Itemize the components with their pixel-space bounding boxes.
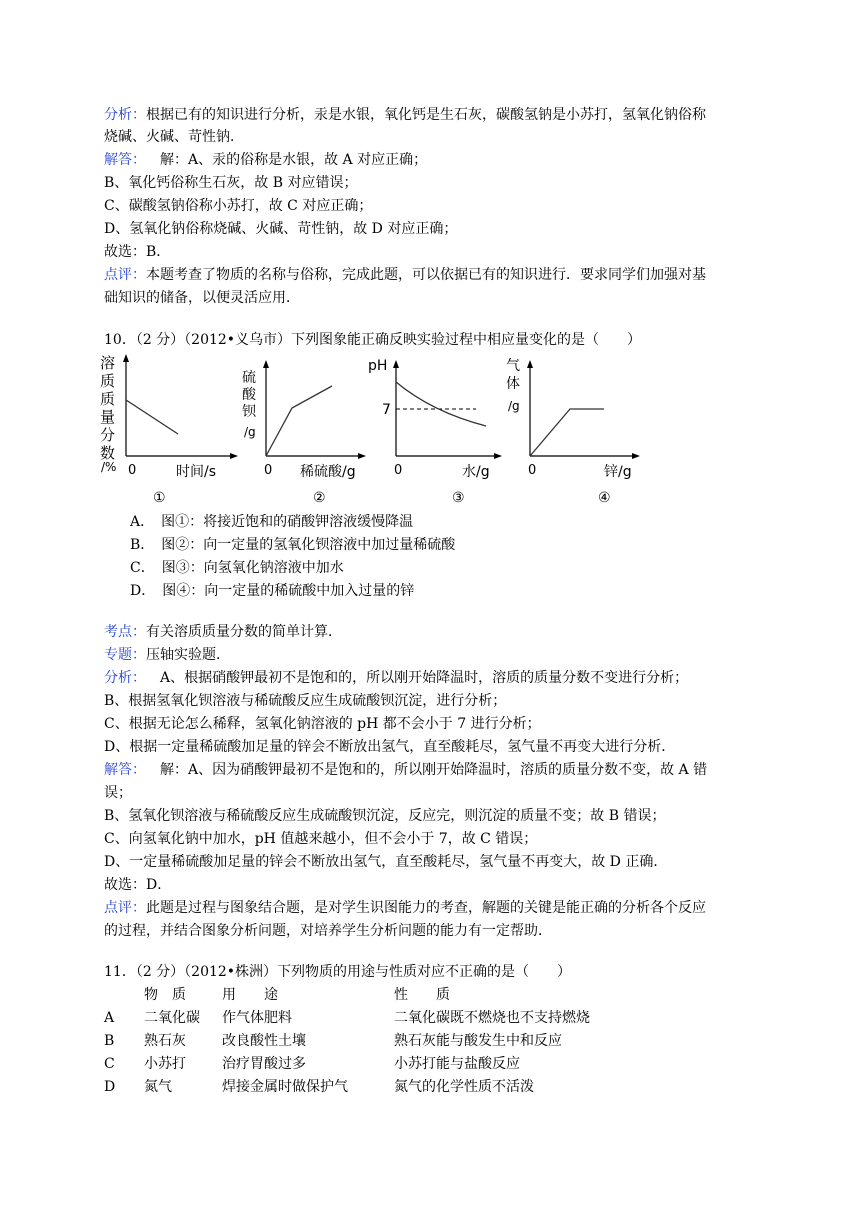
- q11-stem: 11．（2 分）（2012•株洲）下列物质的用途与性质对应不正确的是（ ）: [104, 964, 572, 980]
- q10-answer-line-2: 误；: [104, 785, 132, 801]
- q11-header-substance: 物 质: [144, 987, 186, 1003]
- zhuanti-label: 专题：: [104, 647, 146, 663]
- q10-answer-line-1: 解答： 解：A、因为硝酸钾最初不是饱和的，所以刚开始降温时，溶质的质量分数不变，故 A 错: [104, 762, 708, 778]
- q10-analysis-line-2: B、根据氢氧化钡溶液与稀硫酸反应生成硫酸钡沉淀，进行分析；: [104, 693, 507, 709]
- q11-row-b-use: 改良酸性土壤: [222, 1033, 306, 1049]
- q11-header-property: 性 质: [394, 987, 450, 1003]
- chart-1-ylabel-char-5: 分: [100, 426, 116, 444]
- q11-row-d-letter: D: [104, 1079, 116, 1095]
- q10-answer-line-3: B、氢氧化钡溶液与稀硫酸反应生成硫酸钡沉淀，反应完，则沉淀的质量不变；故 B 错误；: [104, 808, 666, 824]
- q10-comment-line-1: 点评：此题是过程与图象结合题，是对学生识图能力的考查，解题的关键是能正确的分析各个反应: [104, 900, 706, 916]
- q11-row-a-property: 二氧化碳既不燃烧也不支持燃烧: [394, 1010, 590, 1026]
- chart-1-ylabel-char-4: 量: [100, 408, 116, 426]
- q10-option-b: B． 图②：向一定量的氢氧化钡溶液中加过量稀硫酸: [130, 537, 456, 553]
- q11-row-c-property: 小苏打能与盐酸反应: [394, 1056, 520, 1072]
- chart-1-curve: [126, 400, 178, 434]
- chart-1-number: ①: [153, 490, 166, 506]
- chart-1: [100, 352, 240, 491]
- q9-answer-line-4: D、氢氧化钠俗称烧碱、火碱、苛性钠，故 D 对应正确；: [104, 221, 458, 237]
- chart-3-xlabel: 水/g: [462, 464, 490, 480]
- chart-4-x-arrow: [632, 453, 640, 459]
- q11-row-c-substance: 小苏打: [144, 1056, 186, 1072]
- chart-2-curve: [266, 386, 332, 456]
- q10-answer-line-4: C、向氢氧化钠中加水，pH 值越来越小，但不会小于 7，故 C 错误；: [104, 831, 538, 847]
- q11-row-a-substance: 二氧化碳: [144, 1010, 200, 1026]
- chart-1-origin: 0: [128, 463, 137, 478]
- q11-row-b-property: 熟石灰能与酸发生中和反应: [394, 1033, 562, 1049]
- chart-4-ylabel-char-2: 体: [506, 376, 520, 392]
- q11-row-a-letter: A: [104, 1010, 115, 1026]
- comment-label: 点评：: [104, 900, 146, 916]
- q10-zhuanti: 专题：压轴实验题．: [104, 647, 230, 663]
- q9-comment-line-2: 础知识的储备，以便灵活应用．: [104, 290, 300, 306]
- chart-2-svg: [236, 352, 366, 487]
- chart-2-y-arrow: [263, 360, 269, 368]
- q10-comment-line-2: 的过程，并结合图象分析问题，对培养学生分析问题的能力有一定帮助．: [104, 923, 552, 939]
- chart-3: [362, 352, 502, 491]
- q9-choice: 故选：B．: [104, 244, 171, 260]
- analysis-label: 分析：: [104, 107, 146, 123]
- answer-label: 解答：: [104, 152, 146, 168]
- q10-option-a: A． 图①：将接近饱和的硝酸钾溶液缓慢降温: [130, 514, 414, 530]
- chart-1-ylabel-char-1: 溶: [100, 354, 116, 372]
- chart-2: [236, 352, 366, 491]
- comment-label: 点评：: [104, 267, 146, 283]
- kaodian-label: 考点：: [104, 624, 146, 640]
- chart-3-curve: [396, 382, 486, 426]
- analysis-label: 分析：: [104, 670, 146, 686]
- chart-4-number: ④: [598, 490, 611, 506]
- chart-1-y-arrow: [123, 354, 129, 362]
- chart-1-yunit: /%: [101, 460, 117, 474]
- chart-4-ylabel-char-1: 气: [506, 358, 520, 374]
- q10-analysis-line-3: C、根据无论怎么稀释，氢氧化钠溶液的 pH 都不会小于 7 进行分析；: [104, 716, 541, 732]
- q10-option-d: D． 图④：向一定量的稀硫酸中加入过量的锌: [130, 583, 415, 599]
- q11-row-c-use: 治疗胃酸过多: [222, 1056, 306, 1072]
- q10-choice: 故选：D．: [104, 877, 172, 893]
- chart-3-origin: 0: [394, 463, 403, 478]
- chart-4-curve: [530, 409, 604, 456]
- chart-2-yunit: /g: [244, 425, 256, 439]
- q11-row-a-use: 作气体肥料: [222, 1010, 292, 1026]
- chart-2-number: ②: [313, 490, 326, 506]
- chart-4-y-arrow: [527, 360, 533, 368]
- q11-row-c-letter: C: [104, 1056, 115, 1072]
- chart-2-ylabel-char-2: 酸: [242, 387, 256, 403]
- chart-1-xlabel: 时间/s: [176, 464, 217, 480]
- chart-3-y-arrow: [393, 360, 399, 368]
- chart-3-reference-label: 7: [382, 402, 391, 418]
- q9-analysis-line-1: 分析：根据已有的知识进行分析，汞是水银，氧化钙是生石灰，碳酸氢钠是小苏打，氢氧化钠俗称: [104, 107, 706, 123]
- chart-2-xlabel: 稀硫酸/g: [300, 464, 356, 480]
- chart-4-yunit: /g: [508, 399, 520, 413]
- q10-analysis-line-4: D、根据一定量稀硫酸加足量的锌会不断放出氢气，直至酸耗尽，氢气量不再变大进行分析．: [104, 739, 676, 755]
- q11-row-b-substance: 熟石灰: [144, 1033, 186, 1049]
- q9-answer-line-1: 解答： 解：A、汞的俗称是水银，故 A 对应正确；: [104, 152, 428, 168]
- chart-4-origin: 0: [528, 463, 537, 478]
- q10-answer-line-5: D、一定量稀硫酸加足量的锌会不断放出氢气，直至酸耗尽，氢气量不再变大，故 D 正确．: [104, 854, 668, 870]
- q11-row-d-substance: 氮气: [144, 1079, 172, 1095]
- chart-2-origin: 0: [264, 463, 273, 478]
- chart-1-ylabel-char-2: 质: [100, 372, 116, 390]
- chart-4: [500, 352, 640, 491]
- chart-3-number: ③: [452, 490, 465, 506]
- q9-comment-line-1: 点评：本题考查了物质的名称与俗称，完成此题，可以依据已有的知识进行．要求同学们加强对基: [104, 267, 706, 283]
- q9-answer-line-3: C、碳酸氢钠俗称小苏打，故 C 对应正确；: [104, 198, 373, 214]
- q10-stem: 10．（2 分）（2012•义乌市）下列图象能正确反映实验过程中相应量变化的是（ ）: [104, 332, 642, 348]
- q11-header-use: 用 途: [222, 987, 278, 1003]
- chart-3-ylabel: pH: [368, 358, 388, 374]
- chart-1-svg: [100, 352, 240, 487]
- answer-label: 解答：: [104, 762, 146, 778]
- q11-row-d-use: 焊接金属时做保护气: [222, 1079, 348, 1095]
- q10-kaodian: 考点：有关溶质质量分数的简单计算．: [104, 624, 342, 640]
- chart-4-svg: [500, 352, 640, 487]
- chart-2-ylabel-char-3: 钡: [242, 404, 256, 420]
- q9-answer-line-2: B、氧化钙俗称生石灰，故 B 对应错误；: [104, 175, 358, 191]
- chart-1-ylabel-char-6: 数: [100, 444, 116, 462]
- q9-analysis-line-2: 烧碱、火碱、苛性钠．: [104, 129, 244, 145]
- chart-1-ylabel-char-3: 质: [100, 390, 116, 408]
- q11-row-d-property: 氮气的化学性质不活泼: [394, 1079, 534, 1095]
- q11-row-b-letter: B: [104, 1033, 115, 1049]
- q10-analysis-line-1: 分析： A、根据硝酸钾最初不是饱和的，所以刚开始降温时，溶质的质量分数不变进行分析；: [104, 670, 689, 686]
- chart-2-ylabel-char-1: 硫: [242, 370, 256, 386]
- chart-3-svg: [362, 352, 502, 487]
- chart-4-xlabel: 锌/g: [604, 464, 632, 480]
- q10-option-c: C． 图③：向氢氧化钠溶液中加水: [130, 560, 344, 576]
